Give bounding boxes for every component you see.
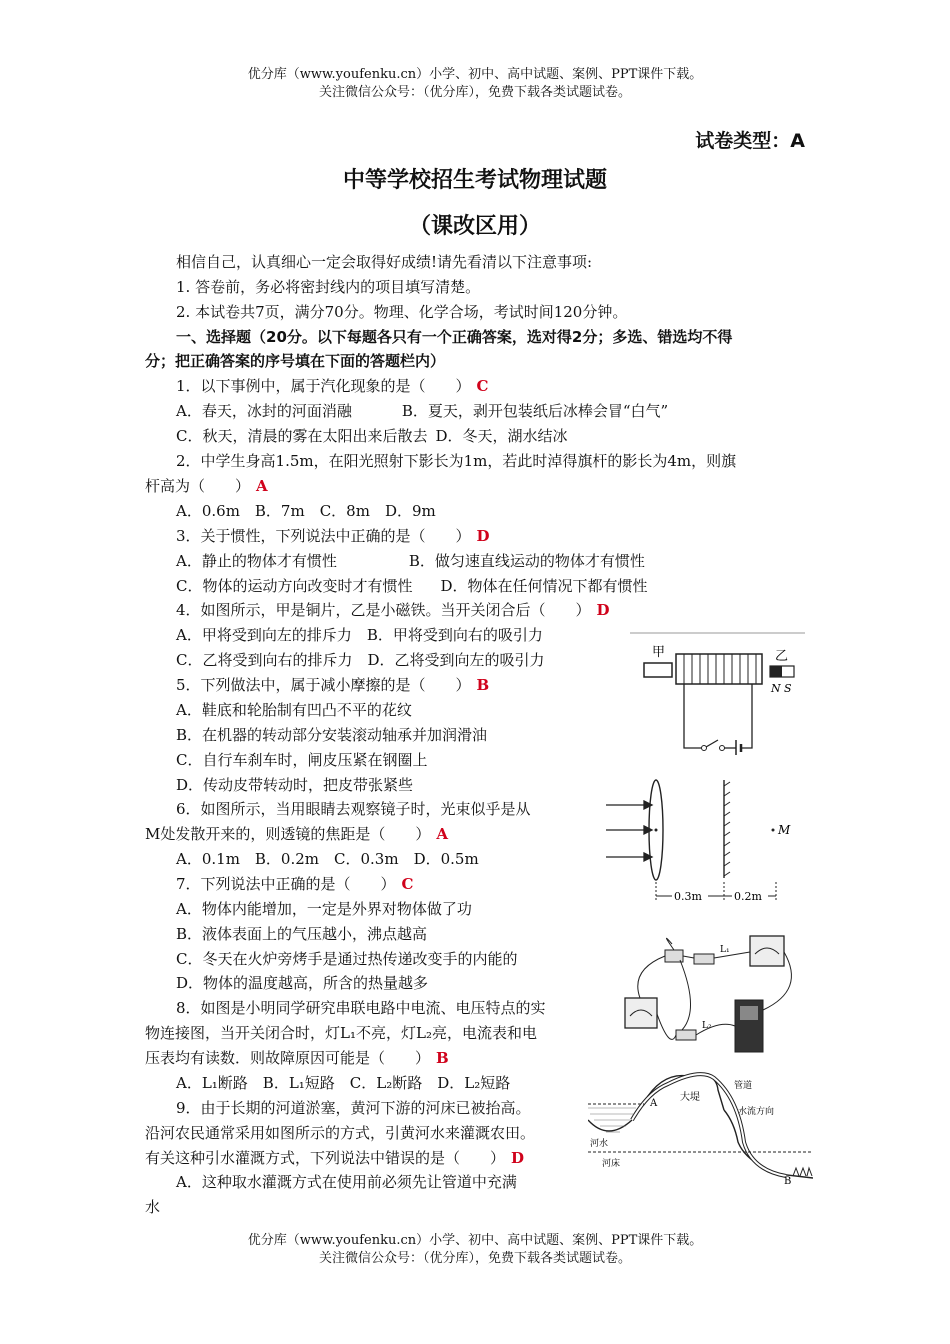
lamp-l2 <box>676 1030 696 1040</box>
question-stem-cont: 杆高为（ ） A <box>145 477 268 495</box>
answer-mark: B <box>476 676 490 694</box>
option-row: A．静止的物体才有惯性 B．做匀速直线运动的物体才有惯性 <box>176 552 645 570</box>
wire-left <box>684 684 702 748</box>
light-rays <box>606 801 652 861</box>
voltmeter <box>750 936 784 966</box>
page-header <box>0 66 950 102</box>
label-flow: 水流方向 <box>738 1107 775 1117</box>
switch-pivot <box>702 746 707 751</box>
question-stem: 6．如图所示，当用眼睛去观察镜子时，光束似乎是从 <box>176 800 531 818</box>
solenoid-coils <box>684 654 756 684</box>
label-l2: L₂ <box>702 1021 712 1031</box>
label-d1: 0.3m <box>674 890 702 903</box>
switch-contact <box>720 746 725 751</box>
question-stem: 4．如图所示，甲是铜片，乙是小磁铁。当开关闭合后（ ） D <box>176 601 610 619</box>
lens-center <box>655 829 658 832</box>
label-l1: L₁ <box>720 945 730 955</box>
siphon-pipe <box>632 1074 786 1176</box>
answer-mark: C <box>476 377 489 395</box>
footer-line-2: 关注微信公众号：（优分库），免费下载各类试题试卷。 <box>318 1251 631 1266</box>
section-heading: 一、选择题（20分。以下每题各只有一个正确答案，选对得2分；多选、错选均不得 <box>176 328 733 346</box>
question-stem: 1．以下事例中，属于汽化现象的是（ ） C <box>176 377 489 395</box>
label-a: A <box>650 1098 658 1109</box>
ground-line <box>724 1110 813 1178</box>
option-row: A．物体内能增加，一定是外界对物体做了功 <box>176 900 472 918</box>
question-stem-cont: 有关这种引水灌溉方式，下列说法中错误的是（ ） D <box>145 1149 525 1167</box>
label-dike: 大堤 <box>680 1092 700 1103</box>
option-row: C．乙将受到向右的排斥力 D．乙将受到向左的吸引力 <box>176 651 545 669</box>
label-river: 河水 <box>590 1139 609 1149</box>
label-bed: 河床 <box>602 1159 621 1169</box>
answer-mark: D <box>596 601 610 619</box>
footer-line-1: 优分库（www.youfenku.cn）小学、初中、高中试题、案例、PPT课件下载。 <box>247 1233 703 1248</box>
crops <box>793 1168 812 1176</box>
lamp-l1 <box>694 954 714 964</box>
answer-mark: A <box>256 477 268 495</box>
header-line-2: 关注微信公众号：（优分库），免费下载各类试题试卷。 <box>318 85 631 100</box>
label-m: M <box>778 823 791 837</box>
question-stem: 8．如图是小明同学研究串联电路中电流、电压特点的实 <box>176 999 546 1017</box>
option-row: C．物体的运动方向改变时才有惯性 D．物体在任何情况下都有惯性 <box>176 577 648 595</box>
label-s: S <box>784 682 792 695</box>
label-d2: 0.2m <box>734 890 762 903</box>
label-pipe: 管道 <box>734 1081 753 1091</box>
switch-blade <box>706 740 718 747</box>
option-row: C．秋天，清晨的雾在太阳出来后散去 D．冬天，湖水结冰 <box>176 427 568 445</box>
intro-line: 1. 答卷前，务必将密封线内的项目填写清楚。 <box>176 278 481 296</box>
question-stem: 5．下列做法中，属于减小摩擦的是（ ） B <box>176 676 490 694</box>
answer-mark: B <box>436 1049 449 1067</box>
header-line-1: 优分库（www.youfenku.cn）小学、初中、高中试题、案例、PPT课件下载。 <box>247 67 703 82</box>
answer-mark: D <box>476 527 490 545</box>
option-row: A．0.6m B．7m C．8m D．9m <box>176 502 436 520</box>
label-b: B <box>784 1176 792 1187</box>
mirror-hatch <box>724 782 730 876</box>
option-row: B．液体表面上的气压越小，沸点越高 <box>176 925 428 943</box>
intro-line: 2. 本试卷共7页，满分70分。物理、化学合场，考试时间120分钟。 <box>176 303 628 321</box>
option-row: A．甲将受到向左的排斥力 B．甲将受到向右的吸引力 <box>176 626 543 644</box>
option-row: A．0.1m B．0.2m C．0.3m D．0.5m <box>176 850 479 868</box>
intro-line: 相信自己，认真细心一定会取得好成绩!请先看清以下注意事项: <box>176 253 593 271</box>
copper-plate <box>644 663 672 677</box>
label-yi: 乙 <box>775 649 789 664</box>
page-footer <box>0 1232 950 1268</box>
figure-lens-mirror <box>606 770 806 910</box>
question-stem: 2．中学生身高1.5m，在阳光照射下影长为1m，若此时淖得旗杆的影长为4m，则旗 <box>176 452 737 470</box>
point-m <box>772 829 775 832</box>
question-stem: 3．关于惯性，下列说法中正确的是（ ） D <box>176 527 490 545</box>
option-row: A．这种取水灌溉方式在使用前必须先让管道中充满 <box>176 1173 517 1191</box>
exam-title: 中等学校招生考试物理试题 <box>342 168 607 193</box>
answer-mark: A <box>436 825 449 843</box>
paper-type: 试卷类型：A <box>695 130 805 152</box>
option-row: A．鞋底和轮胎制有凹凸不平的花纹 <box>176 701 412 719</box>
question-stem-cont: 物连接图，当开关闭合时，灯L₁不亮，灯L₂亮，电流表和电 <box>145 1024 538 1042</box>
question-stem: 9．由于长期的河道淤塞，黄河下游的河床已被抬高。 <box>176 1099 531 1117</box>
label-n: N <box>771 682 781 695</box>
option-row: D．传动皮带转动时，把皮带张紧些 <box>176 776 414 794</box>
answer-mark: D <box>511 1149 525 1167</box>
question-stem: 7．下列说法中正确的是（ ） C <box>176 875 414 893</box>
question-stem-cont: M处发散开来的，则透镜的焦距是（ ） A <box>145 825 449 843</box>
wire-right <box>741 684 752 748</box>
option-row: C．冬天在火炉旁烤手是通过热传递改变手的内能的 <box>176 950 518 968</box>
ammeter <box>625 998 657 1028</box>
solenoid <box>676 654 762 684</box>
answer-mark: C <box>401 875 414 893</box>
question-stem-cont: 沿河农民通常采用如图所示的方式，引黄河水来灌溉农田。 <box>145 1124 536 1142</box>
magnet-north <box>770 666 782 677</box>
exam-subtitle: （课改区用） <box>408 214 541 239</box>
option-row: D．物体的温度越高，所含的热量越多 <box>176 974 429 992</box>
option-row: A．L₁断路 B．L₁短路 C．L₂断路 D．L₂短路 <box>176 1074 511 1092</box>
label-jia: 甲 <box>652 645 666 660</box>
option-row: A．春天，冰封的河面消融 B．夏天，剥开包装纸后冰棒会冒“白气” <box>176 402 669 420</box>
figure-irrigation <box>588 1062 813 1194</box>
option-row-cont: 水 <box>145 1198 161 1216</box>
figure-electromagnet <box>630 630 810 755</box>
section-heading-cont: 分；把正确答案的序号填在下面的答题栏内） <box>145 352 446 370</box>
river-water <box>588 1108 636 1132</box>
question-stem-cont: 压表均有读数．则故障原因可能是（ ） B <box>145 1049 449 1067</box>
option-row: B．在机器的转动部分安装滚动轴承并加润滑油 <box>176 726 488 744</box>
option-row: C．自行车刹车时，闸皮压紧在钢圈上 <box>176 751 428 769</box>
